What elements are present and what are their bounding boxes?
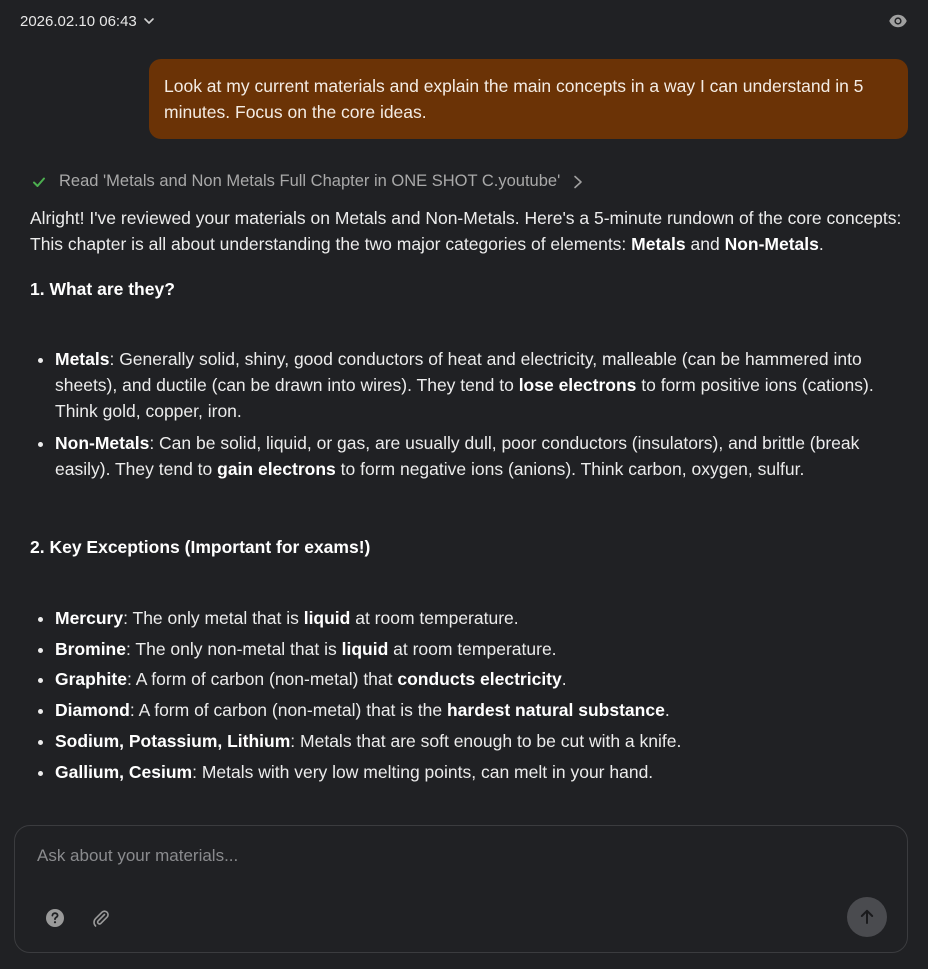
eye-icon[interactable] (888, 11, 908, 31)
list-item (55, 666, 910, 692)
item-term: Sodium, Potassium, Lithium (55, 731, 291, 752)
session-date: 2026.02.10 06:43 (20, 12, 137, 30)
source-read-indicator[interactable] (31, 172, 584, 191)
intro-term-metals: Metals (631, 234, 686, 255)
item-term: Gallium, Cesium (55, 762, 193, 783)
arrow-up-icon (858, 908, 876, 926)
item-term: Bromine (55, 638, 126, 659)
list-item (55, 759, 910, 785)
item-emphasis: hardest natural substance (446, 700, 665, 721)
message-composer (14, 825, 908, 953)
item-term: Metals (55, 348, 110, 369)
item-emphasis: liquid (341, 638, 389, 659)
item-text: at room temperature. (388, 638, 557, 659)
answer-intro-summary (30, 231, 910, 257)
item-text: . (561, 669, 567, 690)
list-item (55, 697, 910, 723)
assistant-answer (30, 205, 910, 790)
list-item (55, 605, 910, 631)
item-text: : A form of carbon (non-metal) that (126, 669, 398, 690)
intro-term-non-metals: Non-Metals (724, 234, 819, 255)
list-item (55, 346, 910, 425)
item-term: Non-Metals (55, 432, 150, 453)
item-term: Mercury (55, 607, 124, 628)
user-message-text: Look at my current materials and explain the main concepts in a way I can understand in 5 minutes. Focus on the core ideas. (164, 76, 864, 122)
item-text: to form negative ions (anions). Think carbon, oxygen, sulfur. (335, 459, 805, 480)
answer-intro: Alright! I've reviewed your materials on Metals and Non-Metals. Here's a 5-minute rundown of the core concepts: (30, 208, 902, 228)
paperclip-icon[interactable] (91, 908, 111, 928)
date-selector[interactable] (20, 13, 155, 30)
list-item (55, 430, 910, 483)
item-term: Graphite (55, 669, 127, 690)
item-emphasis: conducts electricity (397, 669, 562, 690)
check-icon (31, 174, 47, 190)
item-text: : Can be solid, liquid, or gas, are usually dull, poor conductors (insulators), and brittle (break easily). They tend to (55, 432, 860, 480)
item-emphasis: liquid (303, 607, 351, 628)
message-input[interactable] (35, 844, 879, 878)
item-emphasis: gain electrons (217, 459, 336, 480)
intro-text: and (685, 234, 725, 255)
list-item (55, 728, 910, 754)
item-text: : Metals that are soft enough to be cut with a knife. (290, 731, 682, 752)
item-text: at room temperature. (350, 607, 519, 628)
exceptions-list (30, 605, 910, 786)
send-button[interactable] (847, 897, 887, 937)
user-message (149, 59, 908, 139)
question-circle-icon[interactable] (45, 908, 65, 928)
item-text: : Generally solid, shiny, good conductors of heat and electricity, malleable (can be hammered into sheets), and ductile (can be drawn into wires). They tend to (55, 348, 862, 396)
section-heading: 1. What are they? (30, 278, 175, 299)
list-item (55, 636, 910, 662)
section-heading: 2. Key Exceptions (Important for exams!) (30, 537, 371, 558)
item-term: Diamond (55, 700, 130, 721)
definitions-list (30, 346, 910, 482)
source-label: Read 'Metals and Non Metals Full Chapter in ONE SHOT C.youtube' (59, 172, 561, 190)
item-emphasis: lose electrons (518, 375, 637, 396)
chevron-right-icon (572, 175, 584, 189)
item-text: to form positive ions (cations). Think gold, copper, iron. (55, 375, 874, 422)
item-text: : The only metal that is (123, 607, 304, 628)
item-text: : A form of carbon (non-metal) that is the (129, 700, 447, 721)
intro-text: . (818, 234, 824, 255)
intro-text: This chapter is all about understanding the two major categories of elements: (30, 234, 632, 255)
top-bar (20, 11, 908, 31)
chevron-down-icon (143, 15, 155, 27)
item-text: : Metals with very low melting points, can melt in your hand. (192, 762, 654, 783)
item-text: . (664, 700, 670, 721)
item-text: : The only non-metal that is (125, 638, 342, 659)
